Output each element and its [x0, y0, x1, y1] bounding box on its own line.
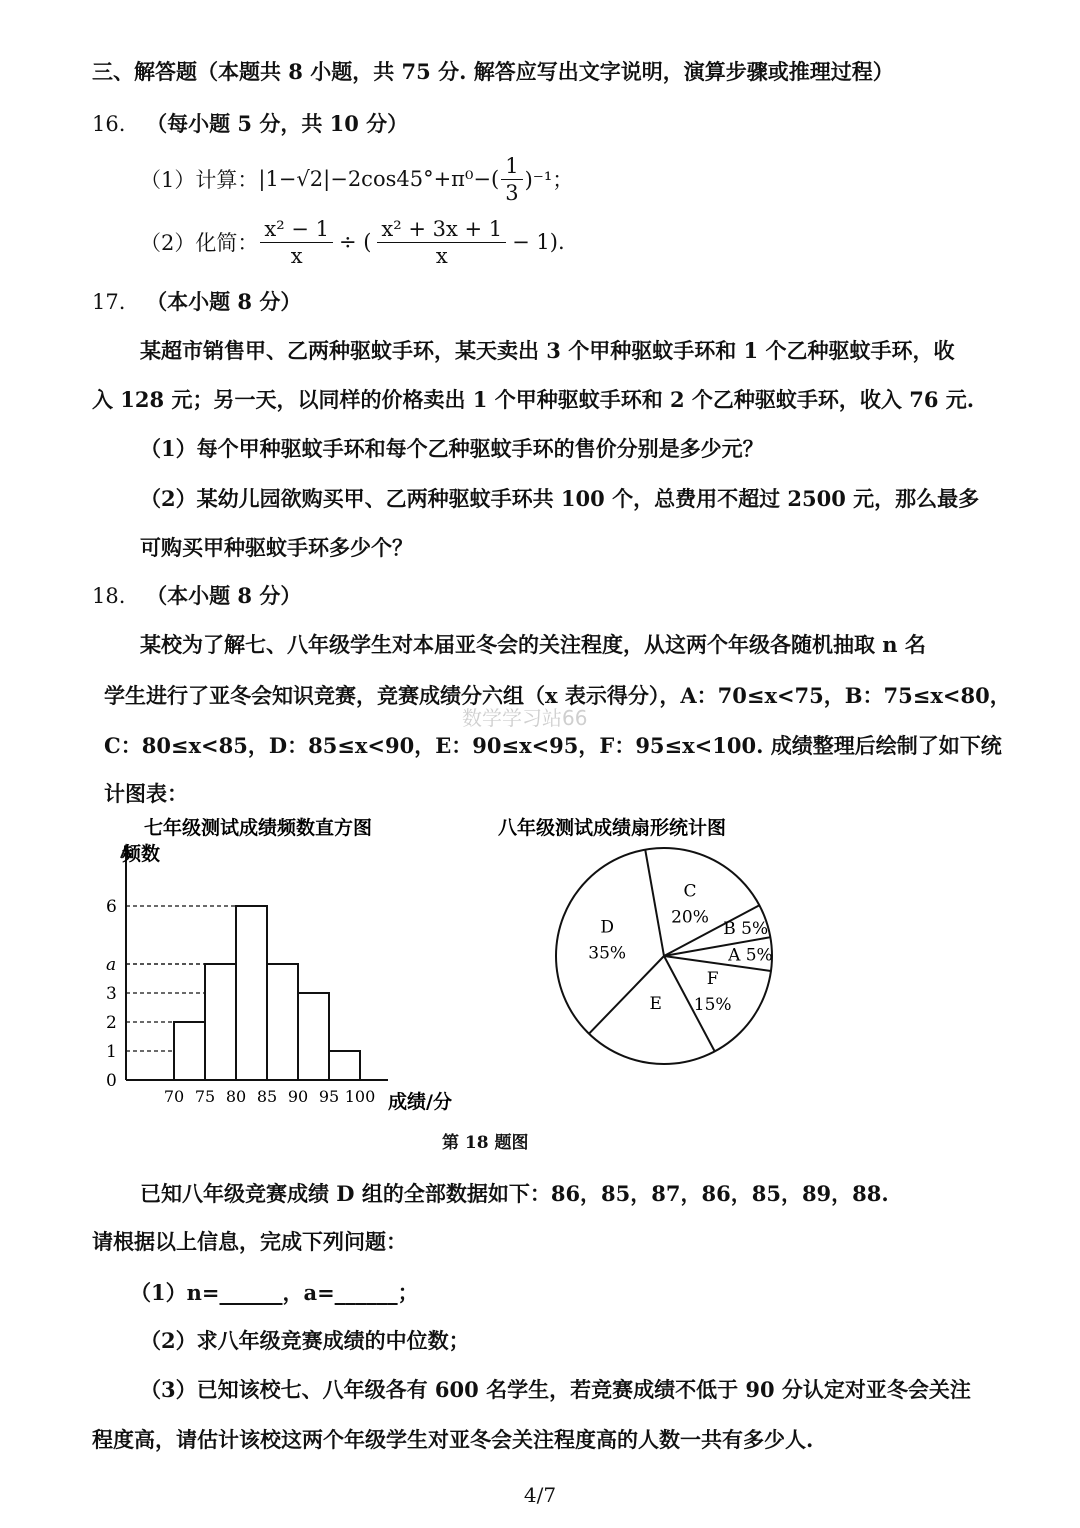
y-tick-label: 0 [106, 1071, 117, 1091]
q16-part2 [140, 212, 565, 272]
fraction-numerator: x² − 1 [260, 216, 333, 243]
y-tick-label: a [106, 955, 117, 975]
pie-slice-label: D [600, 917, 615, 938]
histogram-x-label: 成绩/分 [388, 1091, 452, 1113]
fraction-numerator: x² + 3x + 1 [377, 216, 506, 243]
q18-stem-line-1: 某校为了解七、八年级学生对本届亚冬会的关注程度，从这两个年级各随机抽取 n 名 [140, 632, 926, 657]
histogram-chart [88, 808, 468, 1138]
q16-part2-label: （2）化简： [140, 231, 259, 255]
q16-part2-fraction-1 [260, 216, 333, 269]
x-tick-label: 90 [287, 1087, 309, 1106]
q16-part2-operator: ÷ ( [338, 230, 372, 254]
q17-number: 17. [92, 290, 126, 314]
x-tick-label: 95 [318, 1087, 340, 1106]
q18-stem-line-4: 计图表： [104, 781, 188, 806]
histogram-bar [205, 964, 236, 1080]
q18-number: 18. [92, 584, 126, 608]
histogram-bar [236, 906, 267, 1080]
histogram-bar [298, 993, 329, 1080]
section-header [92, 56, 894, 86]
q18-stem-line-3: C：80≤x<85，D：85≤x<90，E：90≤x<95，F：95≤x<100. 成绩整理后绘制了如下统 [104, 733, 1002, 758]
x-tick-label: 80 [225, 1087, 247, 1106]
histogram-bar [329, 1051, 360, 1080]
watermark: 数学学习站66 [462, 706, 588, 730]
fraction-denominator: x [435, 243, 448, 268]
pie-slice-label: C [683, 881, 697, 902]
x-tick-label: 85 [256, 1087, 278, 1106]
histogram-x-ticks [164, 1087, 375, 1106]
q16-part1-label: （1）计算： [140, 168, 259, 192]
pie-slice-value: 15% [693, 995, 732, 1016]
pie-title: 八年级测试成绩扇形统计图 [498, 817, 727, 839]
q18-stem-line-2: 学生进行了亚冬会知识竞赛，竞赛成绩分六组（x 表示得分），A：70≤x<75，B：75≤x<80， [104, 683, 1011, 708]
histogram-title: 七年级测试成绩频数直方图 [144, 817, 373, 839]
section-note: （本题共 8 小题，共 75 分. 解答应写出文字说明，演算步骤或推理过程） [197, 59, 894, 84]
q17-score: （本小题 8 分） [146, 289, 302, 314]
q16-part1 [140, 150, 573, 208]
x-tick-label: 100 [344, 1087, 376, 1106]
q16-number: 16. [92, 112, 126, 136]
pie-slice-value: 20% [671, 907, 709, 928]
q18-part1: （1）n=______，a=______； [130, 1280, 419, 1305]
x-tick-label: 70 [163, 1087, 185, 1106]
q16-part1-fraction [501, 153, 522, 206]
q17-stem-line-1: 某超市销售甲、乙两种驱蚊手环，某天卖出 3 个甲种驱蚊手环和 1 个乙种驱蚊手环，收 [140, 338, 955, 363]
fraction-numerator: 1 [501, 153, 522, 180]
q18-part3-line-1: （3）已知该校七、八年级各有 600 名学生，若竞赛成绩不低于 90 分认定对亚冬会关注 [140, 1377, 971, 1402]
fraction-denominator: x [290, 243, 303, 268]
y-tick-label: 2 [106, 1013, 117, 1033]
q17-part2-line-1: （2）某幼儿园欲购买甲、乙两种驱蚊手环共 100 个，总费用不超过 2500 元，那么最多 [140, 486, 980, 511]
q17-part2-line-2: 可购买甲种驱蚊手环多少个？ [140, 535, 413, 560]
histogram-y-ticks [106, 897, 117, 1091]
histogram-y-label: 频数 [122, 843, 161, 865]
y-tick-label: 6 [106, 897, 117, 917]
pie-slice-label: B 5% [723, 918, 769, 939]
q18-header [92, 580, 301, 610]
pie-chart [496, 808, 796, 1078]
q16-header [92, 108, 408, 138]
q16-part2-fraction-2 [377, 216, 506, 269]
x-tick-label: 75 [194, 1087, 216, 1106]
page-number: 4/7 [523, 1483, 557, 1507]
pie-slices [556, 848, 773, 1064]
fraction-denominator: 3 [505, 180, 519, 205]
q18-part3-line-2: 程度高，请估计该校这两个年级学生对亚冬会关注程度高的人数一共有多少人. [92, 1427, 814, 1452]
q17-stem-line-2: 入 128 元；另一天，以同样的价格卖出 1 个甲种驱蚊手环和 2 个乙种驱蚊手环，收入 76 元. [92, 387, 975, 412]
histogram-bar [174, 1022, 205, 1080]
histogram-bar [267, 964, 298, 1080]
pie-slice-label: E [649, 993, 662, 1014]
figure-caption: 第 18 题图 [442, 1133, 529, 1153]
y-tick-label: 3 [106, 984, 117, 1004]
pie-slice-label: A 5% [728, 945, 773, 966]
q17-part1: （1）每个甲种驱蚊手环和每个乙种驱蚊手环的售价分别是多少元？ [140, 436, 764, 461]
q18-score: （本小题 8 分） [146, 583, 302, 608]
pie-slice-label: F [706, 969, 719, 990]
section-title: 三、解答题 [92, 59, 197, 84]
q18-instruction: 请根据以上信息，完成下列问题： [92, 1229, 407, 1254]
q18-part2: （2）求八年级竞赛成绩的中位数； [140, 1328, 470, 1353]
y-tick-label: 1 [106, 1042, 117, 1062]
q16-part2-tail: − 1). [512, 230, 565, 254]
q16-part1-tail: )⁻¹； [524, 168, 574, 192]
q18-data-line: 已知八年级竞赛成绩 D 组的全部数据如下：86，85，87，86，85，89，88. [140, 1181, 889, 1206]
q16-score: （每小题 5 分，共 10 分） [146, 111, 409, 136]
pie-slice-value: 35% [588, 943, 627, 964]
q17-header [92, 286, 301, 316]
q16-part1-expression: |1−√2|−2cos45°+π⁰−( [258, 167, 500, 191]
histogram-bars [174, 906, 360, 1080]
